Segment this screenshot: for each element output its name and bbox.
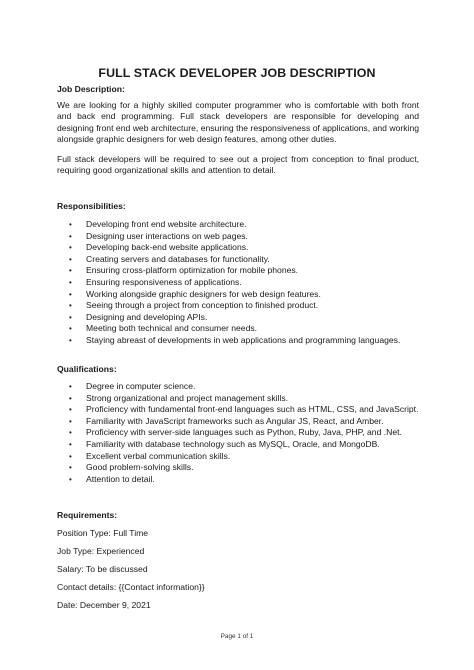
contact-details: Contact details: {{Contact information}} bbox=[57, 582, 205, 592]
bullet-icon: • bbox=[69, 474, 72, 484]
list-item bbox=[0, 289, 400, 301]
bullet-icon: • bbox=[69, 231, 72, 241]
list-item-text: Degree in computer science. bbox=[86, 381, 196, 391]
list-item bbox=[0, 416, 418, 428]
bullet-icon: • bbox=[69, 405, 72, 415]
list-item-text: Meeting both technical and consumer needs. bbox=[86, 323, 258, 334]
list-item-text: Ensuring responsiveness of applications. bbox=[86, 276, 242, 287]
page-number-footer: Page 1 of 1 bbox=[220, 633, 254, 640]
qualifications-list bbox=[0, 381, 418, 485]
list-item-text: Strong organizational and project management skills. bbox=[86, 392, 289, 403]
bullet-icon: • bbox=[69, 312, 72, 322]
document-title: FULL STACK DEVELOPER JOB DESCRIPTION bbox=[98, 66, 376, 80]
list-item bbox=[0, 265, 400, 277]
list-item bbox=[0, 474, 418, 486]
bullet-icon: • bbox=[69, 382, 72, 391]
list-item-text: Designing user interactions on web pages. bbox=[86, 230, 248, 241]
list-item bbox=[0, 300, 400, 312]
position-type: Position Type: Full Time bbox=[57, 528, 149, 538]
bullet-icon: • bbox=[69, 439, 72, 449]
qualifications-heading: Qualifications: bbox=[57, 364, 117, 374]
job-type: Job Type: Experienced bbox=[57, 546, 145, 556]
bullet-icon: • bbox=[69, 254, 72, 264]
list-item-text: Familiarity with JavaScript frameworks such as Angular JS, React, and Amber. bbox=[86, 415, 384, 426]
bullet-icon: • bbox=[69, 277, 72, 287]
list-item bbox=[0, 381, 418, 393]
bullet-icon: • bbox=[69, 393, 72, 403]
job-description-heading: Job Description: bbox=[57, 84, 125, 94]
bullet-icon: • bbox=[69, 324, 72, 334]
list-item-text: Developing back-end website applications. bbox=[86, 242, 249, 253]
list-item bbox=[0, 231, 400, 243]
list-item bbox=[0, 312, 400, 324]
job-description-paragraph-2: Full stack developers will be required to see out a project from conception to final product, requiring good organizational skills and attention to detail. bbox=[57, 154, 419, 176]
list-item-text: Working alongside graphic designers for web design features. bbox=[86, 288, 321, 299]
list-item bbox=[0, 439, 418, 451]
requirements-heading: Requirements: bbox=[57, 510, 118, 520]
list-item-text: Proficiency with server-side languages such as Python, Ruby, Java, PHP, and .Net. bbox=[86, 427, 402, 438]
list-item-text: Seeing through a project from conception to finished product. bbox=[86, 300, 319, 311]
list-item-text: Ensuring cross-platform optimization for mobile phones. bbox=[86, 265, 299, 276]
list-item-text: Familiarity with database technology such as MySQL, Oracle, and MongoDB. bbox=[86, 438, 380, 449]
bullet-icon: • bbox=[69, 220, 72, 229]
list-item bbox=[0, 462, 418, 474]
responsibilities-list bbox=[0, 219, 400, 347]
list-item bbox=[0, 277, 400, 289]
list-item-text: Creating servers and databases for functionality. bbox=[86, 253, 270, 264]
bullet-icon: • bbox=[69, 243, 72, 253]
list-item bbox=[0, 323, 400, 335]
list-item bbox=[0, 393, 418, 405]
list-item bbox=[0, 404, 418, 416]
list-item bbox=[0, 242, 400, 254]
date: Date: December 9, 2021 bbox=[57, 600, 151, 610]
list-item bbox=[0, 254, 400, 266]
list-item bbox=[0, 219, 400, 231]
list-item-text: Proficiency with fundamental front-end languages such as HTML, CSS, and JavaScript. bbox=[86, 404, 419, 415]
job-description-paragraph-1: We are looking for a highly skilled computer programmer who is comfortable with both front and back end programming. Full stack developers are responsible for developing and designing front end web architecture, ensuring the responsiveness of applications, and working alongside graphic designers for web design features, among other duties. bbox=[57, 100, 419, 144]
bullet-icon: • bbox=[69, 335, 72, 345]
list-item-text: Staying abreast of developments in web applications and programming languages. bbox=[86, 334, 401, 345]
list-item-text: Attention to detail. bbox=[86, 473, 155, 484]
list-item bbox=[0, 427, 418, 439]
list-item-text: Developing front end website architecture. bbox=[86, 219, 247, 229]
bullet-icon: • bbox=[69, 451, 72, 461]
list-item bbox=[0, 335, 400, 347]
list-item-text: Excellent verbal communication skills. bbox=[86, 450, 231, 461]
list-item bbox=[0, 451, 418, 463]
bullet-icon: • bbox=[69, 301, 72, 311]
bullet-icon: • bbox=[69, 289, 72, 299]
responsibilities-heading: Responsibilities: bbox=[57, 201, 126, 211]
bullet-icon: • bbox=[69, 416, 72, 426]
salary: Salary: To be discussed bbox=[57, 564, 148, 574]
list-item-text: Good problem-solving skills. bbox=[86, 462, 194, 473]
bullet-icon: • bbox=[69, 428, 72, 438]
list-item-text: Designing and developing APIs. bbox=[86, 311, 208, 322]
bullet-icon: • bbox=[69, 266, 72, 276]
bullet-icon: • bbox=[69, 463, 72, 473]
